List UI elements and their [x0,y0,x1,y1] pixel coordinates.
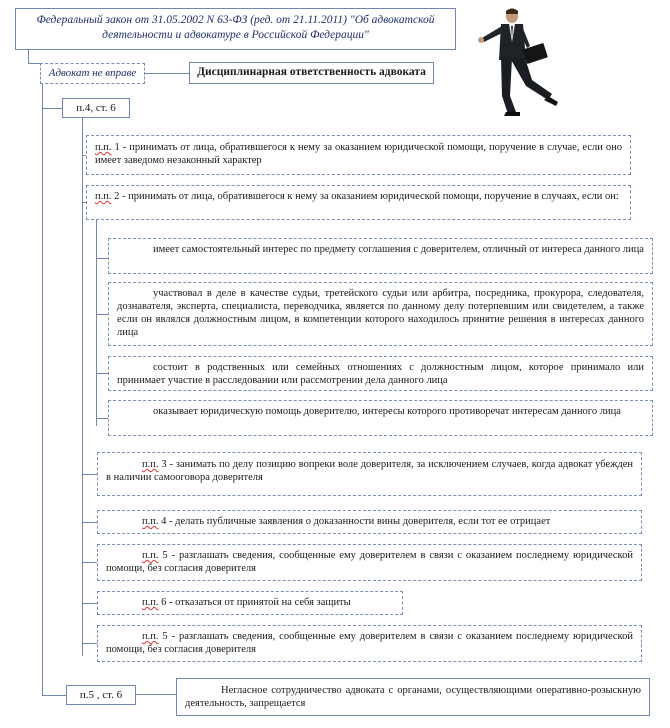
item-pp2 [86,185,631,220]
item-pp3-num: п.п. [142,459,159,470]
item-pp5-repeat-text: 5 - разглашать сведения, сообщенные ему доверителем в связи с оказанием последнему юридической помощи, без согласия доверителя [106,631,633,655]
item-pp4-text: 4 - делать публичные заявления о доказанности вины доверителя, если тот ее отрицает [158,516,551,527]
item-pp1-text: 1 - принимать от лица, обратившегося к нему за оказанием юридической помощи, поручение в случае, если оно имеет заведомо незаконный характер [95,142,622,166]
connector [42,695,66,696]
section-title: Дисциплинарная ответственность адвоката [197,66,426,78]
law-title-box [15,8,456,50]
item-pp1-num: п.п. [95,142,112,153]
sub-item-participated [108,282,653,346]
item-pp6-num: п.п. [142,597,159,608]
connector [82,474,97,475]
connector [28,63,40,64]
item-pp5-repeat-num: п.п. [142,631,159,642]
connector [96,258,108,259]
item-pp5-repeat [97,625,642,662]
connector [82,643,97,644]
sub-item-interest-text: имеет самостоятельный интерес по предмету соглашения с доверителем, отличный от интереса данного лица [153,244,644,255]
connector [96,314,108,315]
article-a-label-box [62,98,130,118]
connector [96,220,97,426]
cannot-label: Адвокат не вправе [48,67,137,79]
connector [136,694,176,695]
item-pp2-num: п.п. [95,191,112,202]
section-title-box [189,62,434,84]
item-pp2-text: 2 - принимать от лица, обратившегося к нему за оказанием юридической помощи, поручение в случаях, если он: [111,191,619,202]
sub-item-participated-text: участвовал в деле в качестве судьи, третейского судьи или арбитра, посредника, прокурора, следователя, дознавателя, эксперта, специалиста, переводчика, является по данному делу потерпевшим или свидетелем, а также если он являлся должностным лицом, в компетенции которого находилось принятие решения в интересах данного лица [117,288,644,338]
sub-item-related [108,356,653,391]
article-b-text: Негласное сотрудничество адвоката с органами, осуществляющими оперативно-розыскную деятельность, запрещается [185,685,641,709]
article-a-label: п.4, ст. 6 [76,102,116,114]
connector [28,50,29,64]
sub-item-conflict [108,400,653,436]
item-pp1 [86,135,631,175]
item-pp6-text: 6 - отказаться от принятой на себя защиты [158,597,351,608]
sub-item-related-text: состоит в родственных или семейных отношениях с должностным лицом, которое принимало или принимает участие в расследовании или рассмотрении дела данного лица [117,362,644,386]
item-pp5 [97,544,642,581]
connector [145,73,189,74]
cannot-label-box [40,63,145,84]
connector [82,522,97,523]
item-pp3 [97,452,642,496]
connector [42,108,62,109]
connector [82,603,97,604]
item-pp5-num: п.п. [142,550,159,561]
article-b-label: п.5 , ст. 6 [79,689,123,701]
article-b-label-box [66,685,136,705]
sub-item-conflict-text: оказывает юридическую помощь доверителю, интересы которого противоречат интересам данного лица [153,406,621,417]
connector [42,84,43,696]
connector [96,418,108,419]
article-b-text-box [176,678,650,716]
item-pp3-text: 3 - занимать по делу позицию вопреки воле доверителя, за исключением случаев, когда адвокат убежден в наличии самооговора доверителя [106,459,633,483]
item-pp5-text: 5 - разглашать сведения, сообщенные ему доверителем в связи с оказанием последнему юридической помощи, без согласия доверителя [106,550,633,574]
connector [82,562,97,563]
connector [82,118,83,656]
item-pp4-num: п.п. [142,516,159,527]
law-title: Федеральный закон от 31.05.2002 N 63-ФЗ (ред. от 21.11.2011) "Об адвокатской деятельности и адвокатуре в Российской Федерации" [36,14,435,41]
businessman-illustration [472,8,562,120]
item-pp6 [97,591,403,615]
connector [96,373,108,374]
item-pp4 [97,510,642,534]
sub-item-interest [108,238,653,274]
